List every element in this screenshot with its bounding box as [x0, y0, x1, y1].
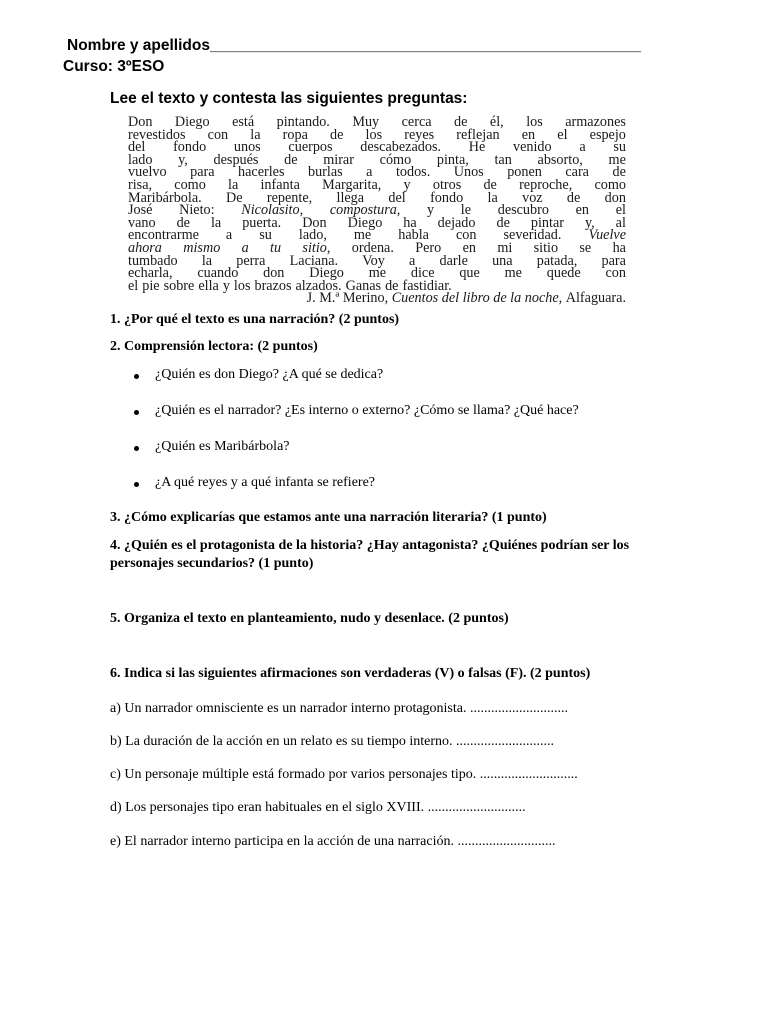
passage-word: Nicolasito, — [241, 202, 304, 219]
passage-word: voz — [522, 189, 543, 206]
passage-word: cerca — [401, 114, 432, 130]
passage-word: perra — [236, 252, 266, 269]
passage-word: pintando. — [276, 114, 330, 130]
passage-attribution — [128, 292, 626, 305]
passage-word: me — [368, 265, 387, 282]
passage-word: tu — [270, 239, 282, 256]
passage-word: Unos — [453, 164, 484, 181]
question-2-item: ¿A qué reyes y a qué infanta se refiere? — [155, 475, 375, 490]
passage-word: a — [241, 239, 249, 256]
question-4-continued: personajes secundarios? (1 punto) — [110, 556, 314, 571]
passage-word: Ganas — [345, 277, 382, 294]
passage-word: del — [388, 189, 406, 206]
passage-word: patada, — [536, 252, 578, 269]
passage-word: Muy — [352, 114, 380, 130]
passage-word: Don — [128, 114, 153, 130]
passage-word: espejo — [589, 126, 626, 143]
passage-word: la — [228, 176, 239, 193]
passage-word: Diego — [309, 265, 344, 282]
passage-word: infanta — [260, 176, 300, 193]
passage-word: pinta, — [436, 151, 469, 168]
passage-word: los — [365, 126, 383, 143]
question-3: 3. ¿Cómo explicarías que estamos ante una narración literaria? (1 punto) — [110, 510, 547, 525]
passage-word: ordena. — [351, 239, 394, 256]
passage-word: He — [468, 139, 486, 156]
passage-word: al — [615, 214, 626, 231]
passage-word: Vuelve — [588, 227, 626, 244]
attribution-publisher: Alfaguara. — [565, 290, 626, 307]
passage-word: encontrarme — [128, 227, 199, 244]
passage-word: de — [612, 164, 626, 181]
passage-word: don — [604, 189, 626, 206]
passage-word: brazos — [254, 277, 292, 294]
passage-word: lado — [128, 151, 153, 168]
question-2: 2. Comprensión lectora: (2 puntos) — [110, 339, 318, 354]
question-4: 4. ¿Quién es el protagonista de la historia? ¿Hay antagonista? ¿Quiénes podrían ser los — [110, 538, 630, 553]
attribution-author: J. M.ª Merino, — [306, 290, 389, 307]
passage-word: dice — [410, 265, 435, 282]
passage-word: vuelvo — [128, 164, 167, 181]
passage-word: risa, — [128, 176, 153, 193]
passage-word: de — [284, 151, 298, 168]
passage-word: con — [605, 265, 626, 282]
passage-word: los — [233, 277, 251, 294]
question-5: 5. Organiza el texto en planteamiento, nudo y desenlace. (2 puntos) — [110, 611, 509, 626]
passage-word: compostura, — [329, 202, 401, 219]
passage-word: de — [496, 214, 510, 231]
passage-word: el — [557, 126, 568, 143]
passage-word: echarla, — [128, 265, 173, 282]
bullet-icon — [134, 482, 139, 487]
passage-word: Don — [302, 214, 327, 231]
passage-word: se — [579, 239, 592, 256]
passage-word: y, — [584, 214, 595, 231]
passage-word: con — [207, 126, 229, 143]
passage-word: después — [213, 151, 259, 168]
passage-word: de — [483, 176, 497, 193]
passage-word: puerta. — [242, 214, 282, 231]
passage-word: pintar — [530, 214, 564, 231]
passage-word: su — [613, 139, 626, 156]
passage-word: darle — [439, 252, 468, 269]
passage-word: y — [222, 277, 230, 294]
passage-word: a — [409, 252, 416, 269]
passage-word: hacerles — [238, 164, 285, 181]
passage-word: venido — [513, 139, 552, 156]
passage-word: la — [250, 126, 261, 143]
passage-word: a — [225, 227, 233, 244]
passage-word: reflejan — [456, 126, 500, 143]
passage-word: vano — [128, 214, 156, 231]
passage-word: ha — [403, 214, 417, 231]
passage-word: y, — [178, 151, 188, 168]
passage-word: fondo — [430, 189, 464, 206]
passage-word: la — [210, 214, 222, 231]
passage-word: Margarita, — [322, 176, 382, 193]
passage-word: cuerpos — [288, 139, 333, 156]
passage-word: sobre — [163, 277, 195, 294]
passage-word: ropa — [282, 126, 308, 143]
passage-word: quede — [546, 265, 581, 282]
bullet-icon — [134, 374, 139, 379]
passage-word: mismo — [183, 239, 221, 256]
passage-word: José — [128, 202, 153, 219]
passage-word: De — [226, 189, 243, 206]
passage-word: para — [601, 252, 626, 269]
attribution-book: Cuentos del libro de la noche, — [391, 290, 563, 307]
passage-word: él, — [489, 114, 504, 130]
passage-lines — [128, 116, 626, 292]
passage-word: en — [462, 239, 476, 256]
question-2-item: ¿Quién es Maribárbola? — [155, 439, 290, 454]
passage-word: fondo — [173, 139, 207, 156]
passage-word: y — [427, 202, 435, 219]
passage-word: de — [176, 214, 190, 231]
passage-word: como — [174, 176, 206, 193]
passage-word: está — [232, 114, 255, 130]
passage-word: me — [504, 265, 522, 282]
passage-word: otros — [432, 176, 462, 193]
passage-word: sitio, — [302, 239, 331, 256]
passage-word: absorto, — [537, 151, 583, 168]
passage-word: Diego — [174, 114, 210, 130]
passage-word: llega — [336, 189, 365, 206]
passage-word: severidad. — [503, 227, 562, 244]
passage-word: ahora — [128, 239, 162, 256]
passage-word: a — [366, 164, 373, 181]
instruction-heading: Lee el texto y contesta las siguientes preguntas: — [110, 90, 468, 107]
passage-word: dejado — [437, 214, 476, 231]
passage-word: me — [608, 151, 626, 168]
passage-word: Nieto: — [179, 202, 215, 219]
bullet-icon — [134, 446, 139, 451]
question-1: 1. ¿Por qué el texto es una narración? (2 puntos) — [110, 312, 400, 327]
passage-word: el — [615, 202, 626, 219]
passage-word: de — [454, 114, 468, 130]
passage-word: me — [353, 227, 372, 244]
question-2-item: ¿Quién es don Diego? ¿A qué se dedica? — [155, 367, 384, 382]
true-false-statement: d) Los personajes tipo eran habituales en el siglo XVIII. ............................ — [110, 800, 526, 815]
passage-word: tumbado — [128, 252, 178, 269]
passage-word: a — [579, 139, 586, 156]
passage-word: la — [201, 252, 213, 269]
passage-word: alzados. — [295, 277, 342, 294]
passage-word: que — [459, 265, 480, 282]
question-2-item: ¿Quién es el narrador? ¿Es interno o externo? ¿Cómo se llama? ¿Qué hace? — [155, 403, 579, 418]
passage-word: fastidiar. — [402, 277, 452, 294]
passage-word: reyes — [404, 126, 435, 143]
true-false-statement: b) La duración de la acción en un relato es su tiempo interno. ............................ — [110, 734, 554, 749]
passage-word: la — [487, 189, 498, 206]
passage-word: descubro — [497, 202, 549, 219]
passage-word: el — [128, 277, 139, 294]
passage-word: los — [526, 114, 543, 130]
passage-word: tan — [494, 151, 512, 168]
true-false-statement: e) El narrador interno participa en la acción de una narración. ............................ — [110, 834, 556, 849]
true-false-statement: c) Un personaje múltiple está formado por varios personajes tipo. ............................ — [110, 767, 578, 782]
passage-word: cara — [565, 164, 589, 181]
passage-word: repente, — [266, 189, 313, 206]
passage-line — [128, 176, 626, 193]
passage-word: en — [575, 202, 590, 219]
passage-word: ha — [612, 239, 626, 256]
passage-word: pie — [142, 277, 160, 294]
passage-word: don — [263, 265, 285, 282]
passage-word: Diego — [347, 214, 383, 231]
passage-word: Pero — [415, 239, 442, 256]
passage-word: ella — [198, 277, 219, 294]
passage-word: todos. — [395, 164, 431, 181]
passage-word: su — [259, 227, 272, 244]
passage-word: reproche, — [519, 176, 573, 193]
passage-word: mirar — [323, 151, 354, 168]
passage-word: del — [128, 139, 146, 156]
passage-word: en — [521, 126, 536, 143]
question-6: 6. Indica si las siguientes afirmaciones son verdaderas (V) o falsas (F). (2 puntos) — [110, 666, 591, 681]
passage-word: Maribárbola. — [128, 189, 202, 206]
passage-word: Laciana. — [289, 252, 339, 269]
passage-word: de — [385, 277, 399, 294]
passage-word: revestidos — [128, 126, 186, 143]
passage-word: mi — [497, 239, 513, 256]
passage-word: ponen — [507, 164, 542, 181]
student-name-field[interactable]: Nombre y apellidos__________________________________________________ — [67, 37, 641, 54]
passage-word: para — [190, 164, 215, 181]
true-false-statement: a) Un narrador omnisciente es un narrador interno protagonista. ............................ — [110, 701, 568, 716]
passage-word: de — [330, 126, 344, 143]
passage-word: con — [456, 227, 477, 244]
passage-word: unos — [233, 139, 261, 156]
passage-word: de — [566, 189, 581, 206]
passage-word: lado, — [298, 227, 327, 244]
passage-word: cuando — [197, 265, 239, 282]
passage-word: cómo — [379, 151, 412, 168]
passage-word: como — [594, 176, 626, 193]
course-label: Curso: 3ºESO — [63, 58, 165, 75]
passage-word: Voy — [362, 252, 385, 269]
passage-word: armazones — [565, 114, 626, 130]
passage-word: y — [403, 176, 411, 193]
passage-word: burlas — [307, 164, 343, 181]
passage-word: descabezados. — [360, 139, 442, 156]
reading-passage — [128, 114, 626, 307]
bullet-icon — [134, 410, 139, 415]
passage-word: le — [460, 202, 472, 219]
passage-word: habla — [398, 227, 429, 244]
passage-word: una — [492, 252, 513, 269]
passage-word: sitio — [533, 239, 559, 256]
